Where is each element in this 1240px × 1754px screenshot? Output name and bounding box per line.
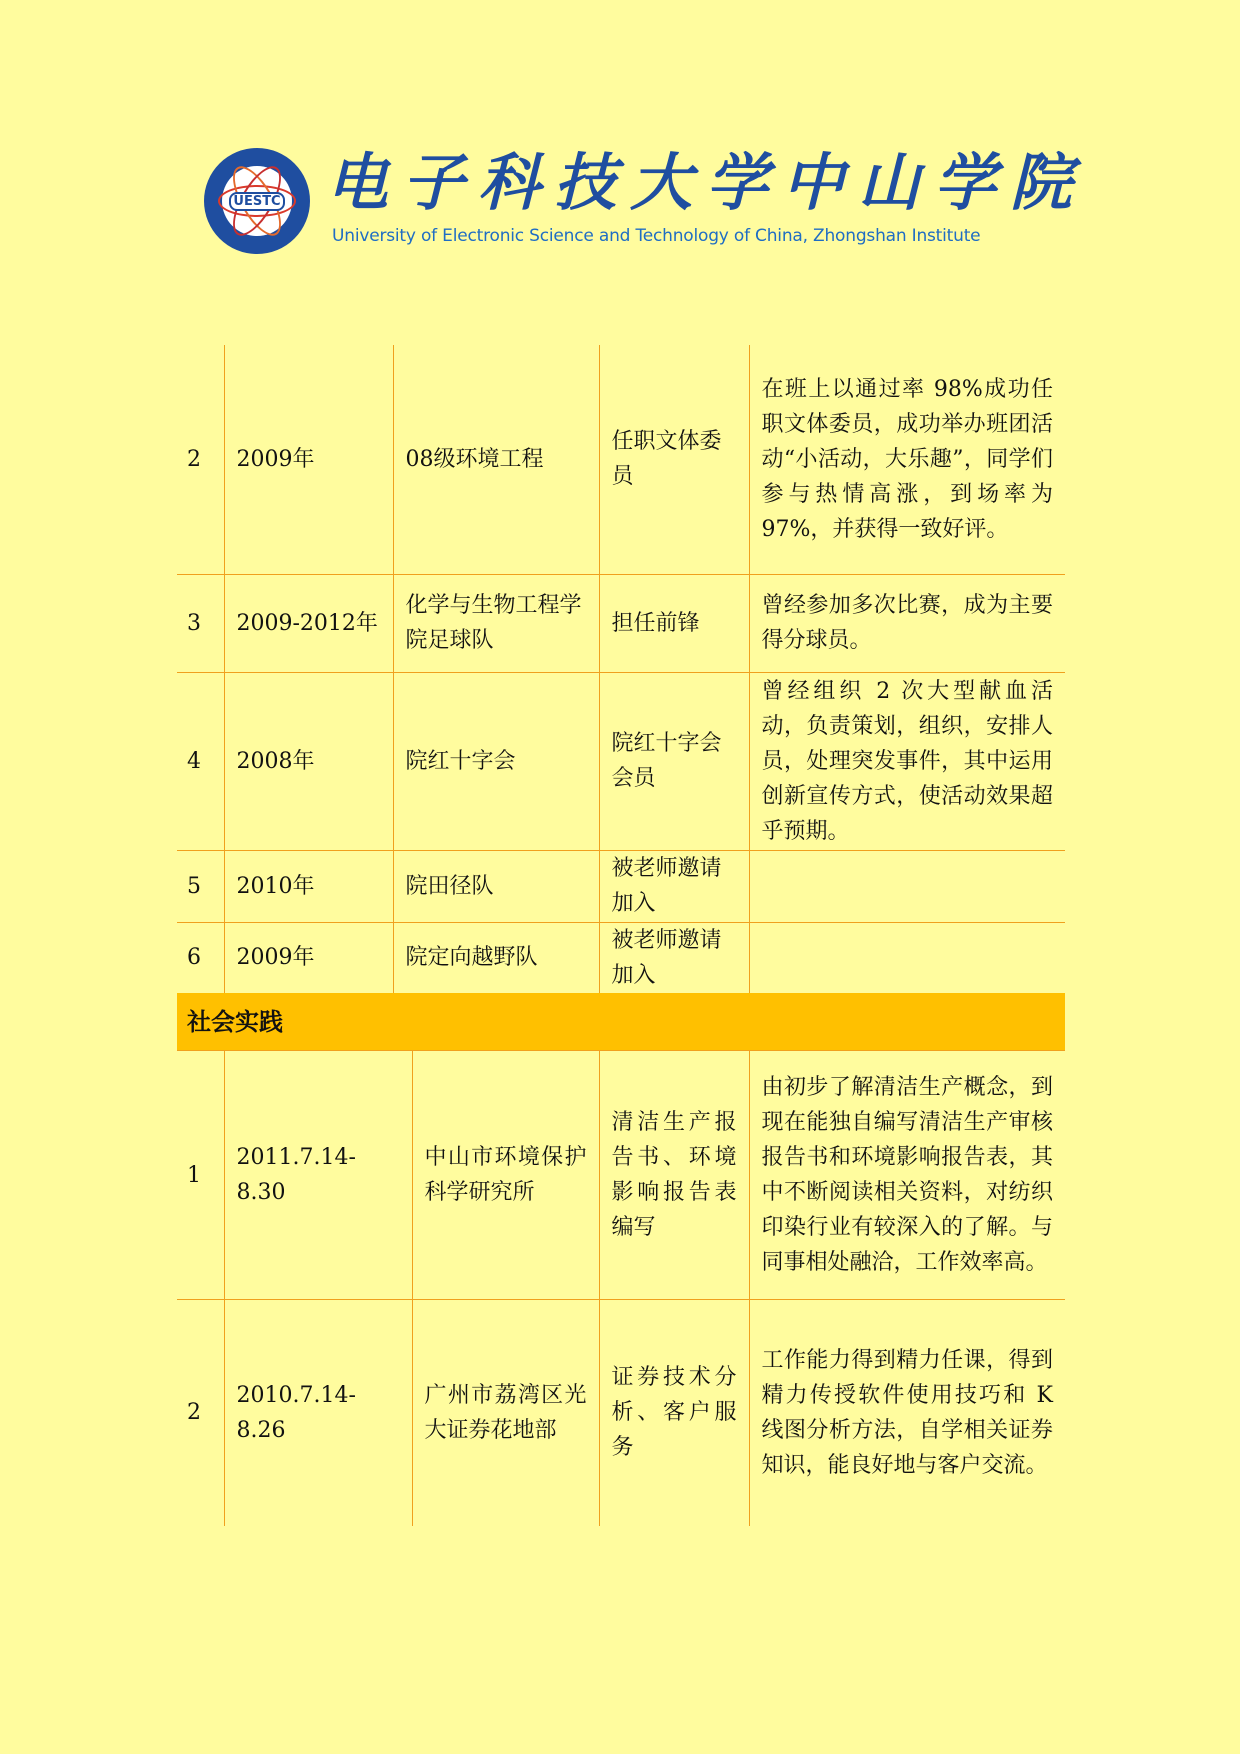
row-number: 2 xyxy=(177,1300,224,1526)
row-description xyxy=(749,850,1065,922)
row-number: 1 xyxy=(177,1051,224,1300)
row-role: 院红十字会会员 xyxy=(599,672,749,850)
row-organization: 中山市环境保护科学研究所 xyxy=(412,1051,599,1300)
table-row xyxy=(177,672,1065,850)
row-number: 2 xyxy=(177,345,224,574)
row-organization: 院定向越野队 xyxy=(393,922,599,993)
table-row xyxy=(177,922,1065,993)
table-row xyxy=(177,345,1065,574)
row-organization: 院田径队 xyxy=(393,850,599,922)
row-year: 2008年 xyxy=(224,672,393,850)
section-heading-social-practice: 社会实践 xyxy=(177,993,1065,1050)
row-period: 2011.7.14-8.30 xyxy=(224,1051,412,1300)
row-organization: 院红十字会 xyxy=(393,672,599,850)
row-number: 6 xyxy=(177,922,224,993)
row-role: 被老师邀请加入 xyxy=(599,922,749,993)
university-seal-icon xyxy=(204,148,310,254)
row-organization: 广州市荔湾区光大证券花地部 xyxy=(412,1300,599,1526)
row-description: 在班上以通过率 98%成功任职文体委员，成功举办班团活动“小活动，大乐趣”，同学们参与热情高涨，到场率为 97%，并获得一致好评。 xyxy=(749,345,1065,574)
row-number: 3 xyxy=(177,574,224,672)
row-description: 曾经参加多次比赛，成为主要得分球员。 xyxy=(749,574,1065,672)
institution-header xyxy=(204,146,1087,258)
social-practice-table xyxy=(177,1050,1065,1526)
row-role: 证券技术分析、客户服务 xyxy=(599,1300,749,1526)
seal-text: UESTC xyxy=(229,192,284,211)
row-year: 2010年 xyxy=(224,850,393,922)
row-role: 被老师邀请加入 xyxy=(599,850,749,922)
row-year: 2009-2012年 xyxy=(224,574,393,672)
row-organization: 化学与生物工程学院足球队 xyxy=(393,574,599,672)
row-description: 由初步了解清洁生产概念，到现在能独自编写清洁生产审核报告书和环境影响报告表，其中不断阅读相关资料，对纺织印染行业有较深入的了解。与同事相处融洽，工作效率高。 xyxy=(749,1051,1065,1300)
campus-activities-table xyxy=(177,345,1065,994)
row-period: 2010.7.14-8.26 xyxy=(224,1300,412,1526)
institution-name-en: University of Electronic Science and Technology of China, Zhongshan Institute xyxy=(332,226,981,246)
row-number: 4 xyxy=(177,672,224,850)
row-description: 工作能力得到精力任课，得到精力传授软件使用技巧和 K 线图分析方法，自学相关证券知识，能良好地与客户交流。 xyxy=(749,1300,1065,1526)
row-role: 清洁生产报告书、环境影响报告表编写 xyxy=(599,1051,749,1300)
table-row xyxy=(177,1300,1065,1526)
row-role: 担任前锋 xyxy=(599,574,749,672)
row-organization: 08级环境工程 xyxy=(393,345,599,574)
row-number: 5 xyxy=(177,850,224,922)
row-description: 曾经组织 2 次大型献血活动，负责策划，组织，安排人员，处理突发事件，其中运用创新宣传方式，使活动效果超乎预期。 xyxy=(749,672,1065,850)
table-row xyxy=(177,574,1065,672)
row-role: 任职文体委员 xyxy=(599,345,749,574)
table-row xyxy=(177,850,1065,922)
row-year: 2009年 xyxy=(224,345,393,574)
institution-name-cn: 电子科技大学中山学院 xyxy=(326,146,1087,219)
table-row xyxy=(177,1051,1065,1300)
row-year: 2009年 xyxy=(224,922,393,993)
row-description xyxy=(749,922,1065,993)
